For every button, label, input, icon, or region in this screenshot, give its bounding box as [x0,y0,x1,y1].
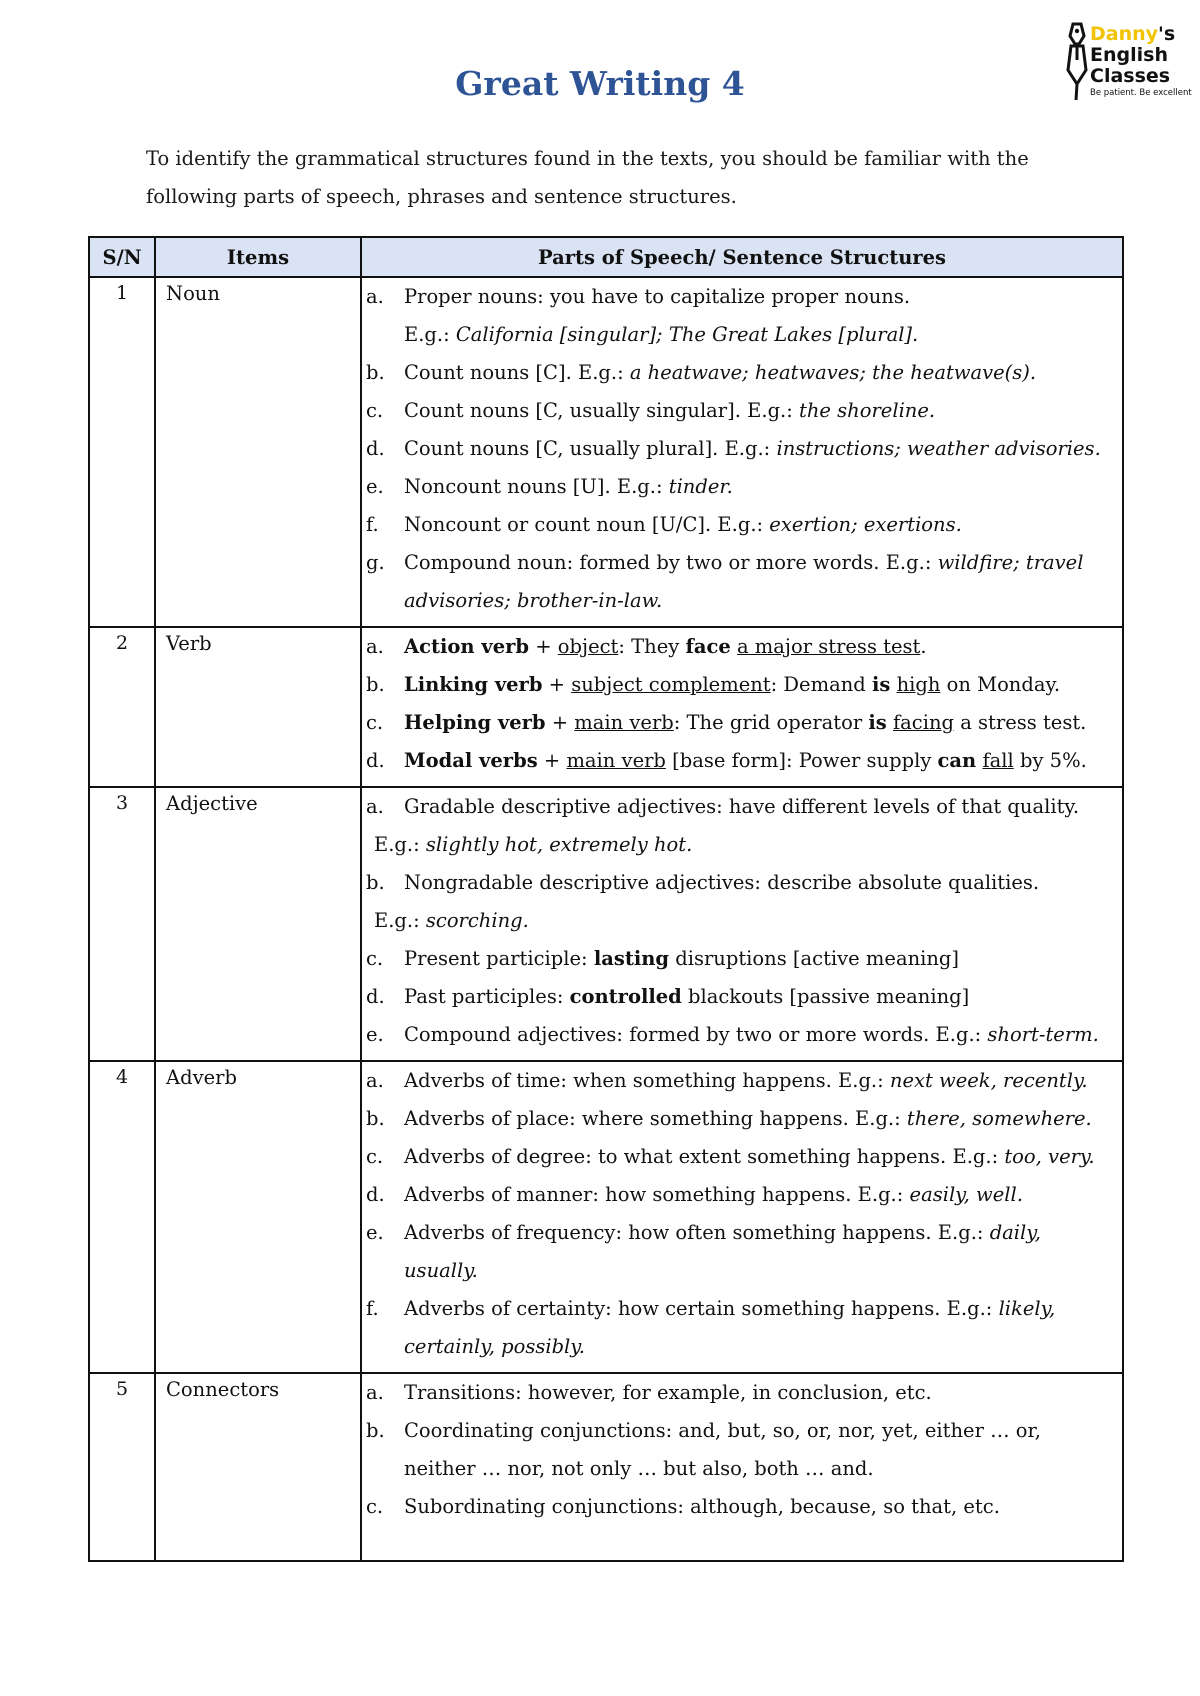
row-number: 3 [89,787,155,1061]
table-row [89,1061,1123,1373]
list-item: c. Subordinating conjunctions: although, because, so that, etc. [366,1495,1000,1518]
table-row [89,787,1123,1061]
row-item: Adverb [155,1061,361,1373]
list-item: a. Gradable descriptive adjectives: have different levels of that quality. [366,795,1080,818]
list-item: b. Adverbs of place: where something happens. E.g.: there, somewhere. [366,1107,1092,1130]
list-item: a. Transitions: however, for example, in conclusion, etc. [366,1381,932,1404]
row-item: Verb [155,627,361,787]
list-item-continuation: neither … nor, not only … but also, both … and. [404,1457,874,1480]
list-item: e. Compound adjectives: formed by two or more words. E.g.: short-term. [366,1023,1099,1046]
list-item: a. Proper nouns: you have to capitalize proper nouns. [366,285,911,308]
list-item: g. Compound noun: formed by two or more words. E.g.: wildfire; travel [366,551,1084,574]
list-item: f. Adverbs of certainty: how certain something happens. E.g.: likely, [366,1297,1056,1320]
list-item-continuation: E.g.: California [singular]; The Great Lakes [plural]. [404,323,919,346]
logo-tagline: Be patient. Be excellent [1090,88,1192,98]
header-structures: Parts of Speech/ Sentence Structures [361,237,1123,277]
table-row [89,277,1123,627]
row-structures [361,1373,1123,1561]
list-item-continuation: usually. [404,1259,478,1282]
list-item-continuation: E.g.: scorching. [374,909,529,932]
list-item: d. Past participles: controlled blackouts [passive meaning] [366,985,970,1008]
list-item: d. Modal verbs + main verb [base form]: Power supply can fall by 5%. [366,749,1087,772]
header-items: Items [155,237,361,277]
logo-line-3: Classes [1090,65,1171,87]
table-header-row [89,237,1123,277]
list-item: a. Adverbs of time: when something happens. E.g.: next week, recently. [366,1069,1088,1092]
table-row [89,627,1123,787]
list-item-continuation: certainly, possibly. [404,1335,585,1358]
list-item: c. Adverbs of degree: to what extent something happens. E.g.: too, very. [366,1145,1095,1168]
row-structures [361,627,1123,787]
row-item: Adjective [155,787,361,1061]
list-item: b. Count nouns [C]. E.g.: a heatwave; heatwaves; the heatwave(s). [366,361,1037,384]
page-title: Great Writing 4 [455,64,745,103]
row-number: 2 [89,627,155,787]
list-item: b. Linking verb + subject complement: Demand is high on Monday. [366,673,1061,696]
list-item: c. Count nouns [C, usually singular]. E.g.: the shoreline. [366,399,936,422]
list-item: b. Coordinating conjunctions: and, but, so, or, nor, yet, either … or, [366,1419,1041,1442]
list-item: e. Adverbs of frequency: how often something happens. E.g.: daily, [366,1221,1041,1244]
logo-line-2: English [1090,44,1168,66]
list-item: b. Nongradable descriptive adjectives: describe absolute qualities. [366,871,1040,894]
list-item-continuation: advisories; brother-in-law. [404,589,663,612]
row-structures [361,277,1123,627]
parts-of-speech-table [88,236,1124,1562]
row-number: 4 [89,1061,155,1373]
list-item-continuation: E.g.: slightly hot, extremely hot. [374,833,693,856]
row-number: 1 [89,277,155,627]
table-row [89,1373,1123,1561]
list-item: e. Noncount nouns [U]. E.g.: tinder. [366,475,733,498]
list-item: c. Present participle: lasting disruptions [active meaning] [366,947,960,970]
list-item: c. Helping verb + main verb: The grid operator is facing a stress test. [366,711,1087,734]
list-item: d. Adverbs of manner: how something happens. E.g.: easily, well. [366,1183,1023,1206]
row-item: Connectors [155,1373,361,1561]
list-item: a. Action verb + object: They face a major stress test. [366,635,927,658]
row-structures [361,787,1123,1061]
row-number: 5 [89,1373,155,1561]
row-structures [361,1061,1123,1373]
logo-line-1: Danny's [1090,23,1176,45]
list-item: d. Count nouns [C, usually plural]. E.g.: instructions; weather advisories. [366,437,1101,460]
row-item: Noun [155,277,361,627]
header-sn: S/N [89,237,155,277]
list-item: f. Noncount or count noun [U/C]. E.g.: exertion; exertions. [366,513,962,536]
intro-paragraph: To identify the grammatical structures found in the texts, you should be familiar with the following parts of speech, phrases and sentence structures. [146,147,1029,208]
